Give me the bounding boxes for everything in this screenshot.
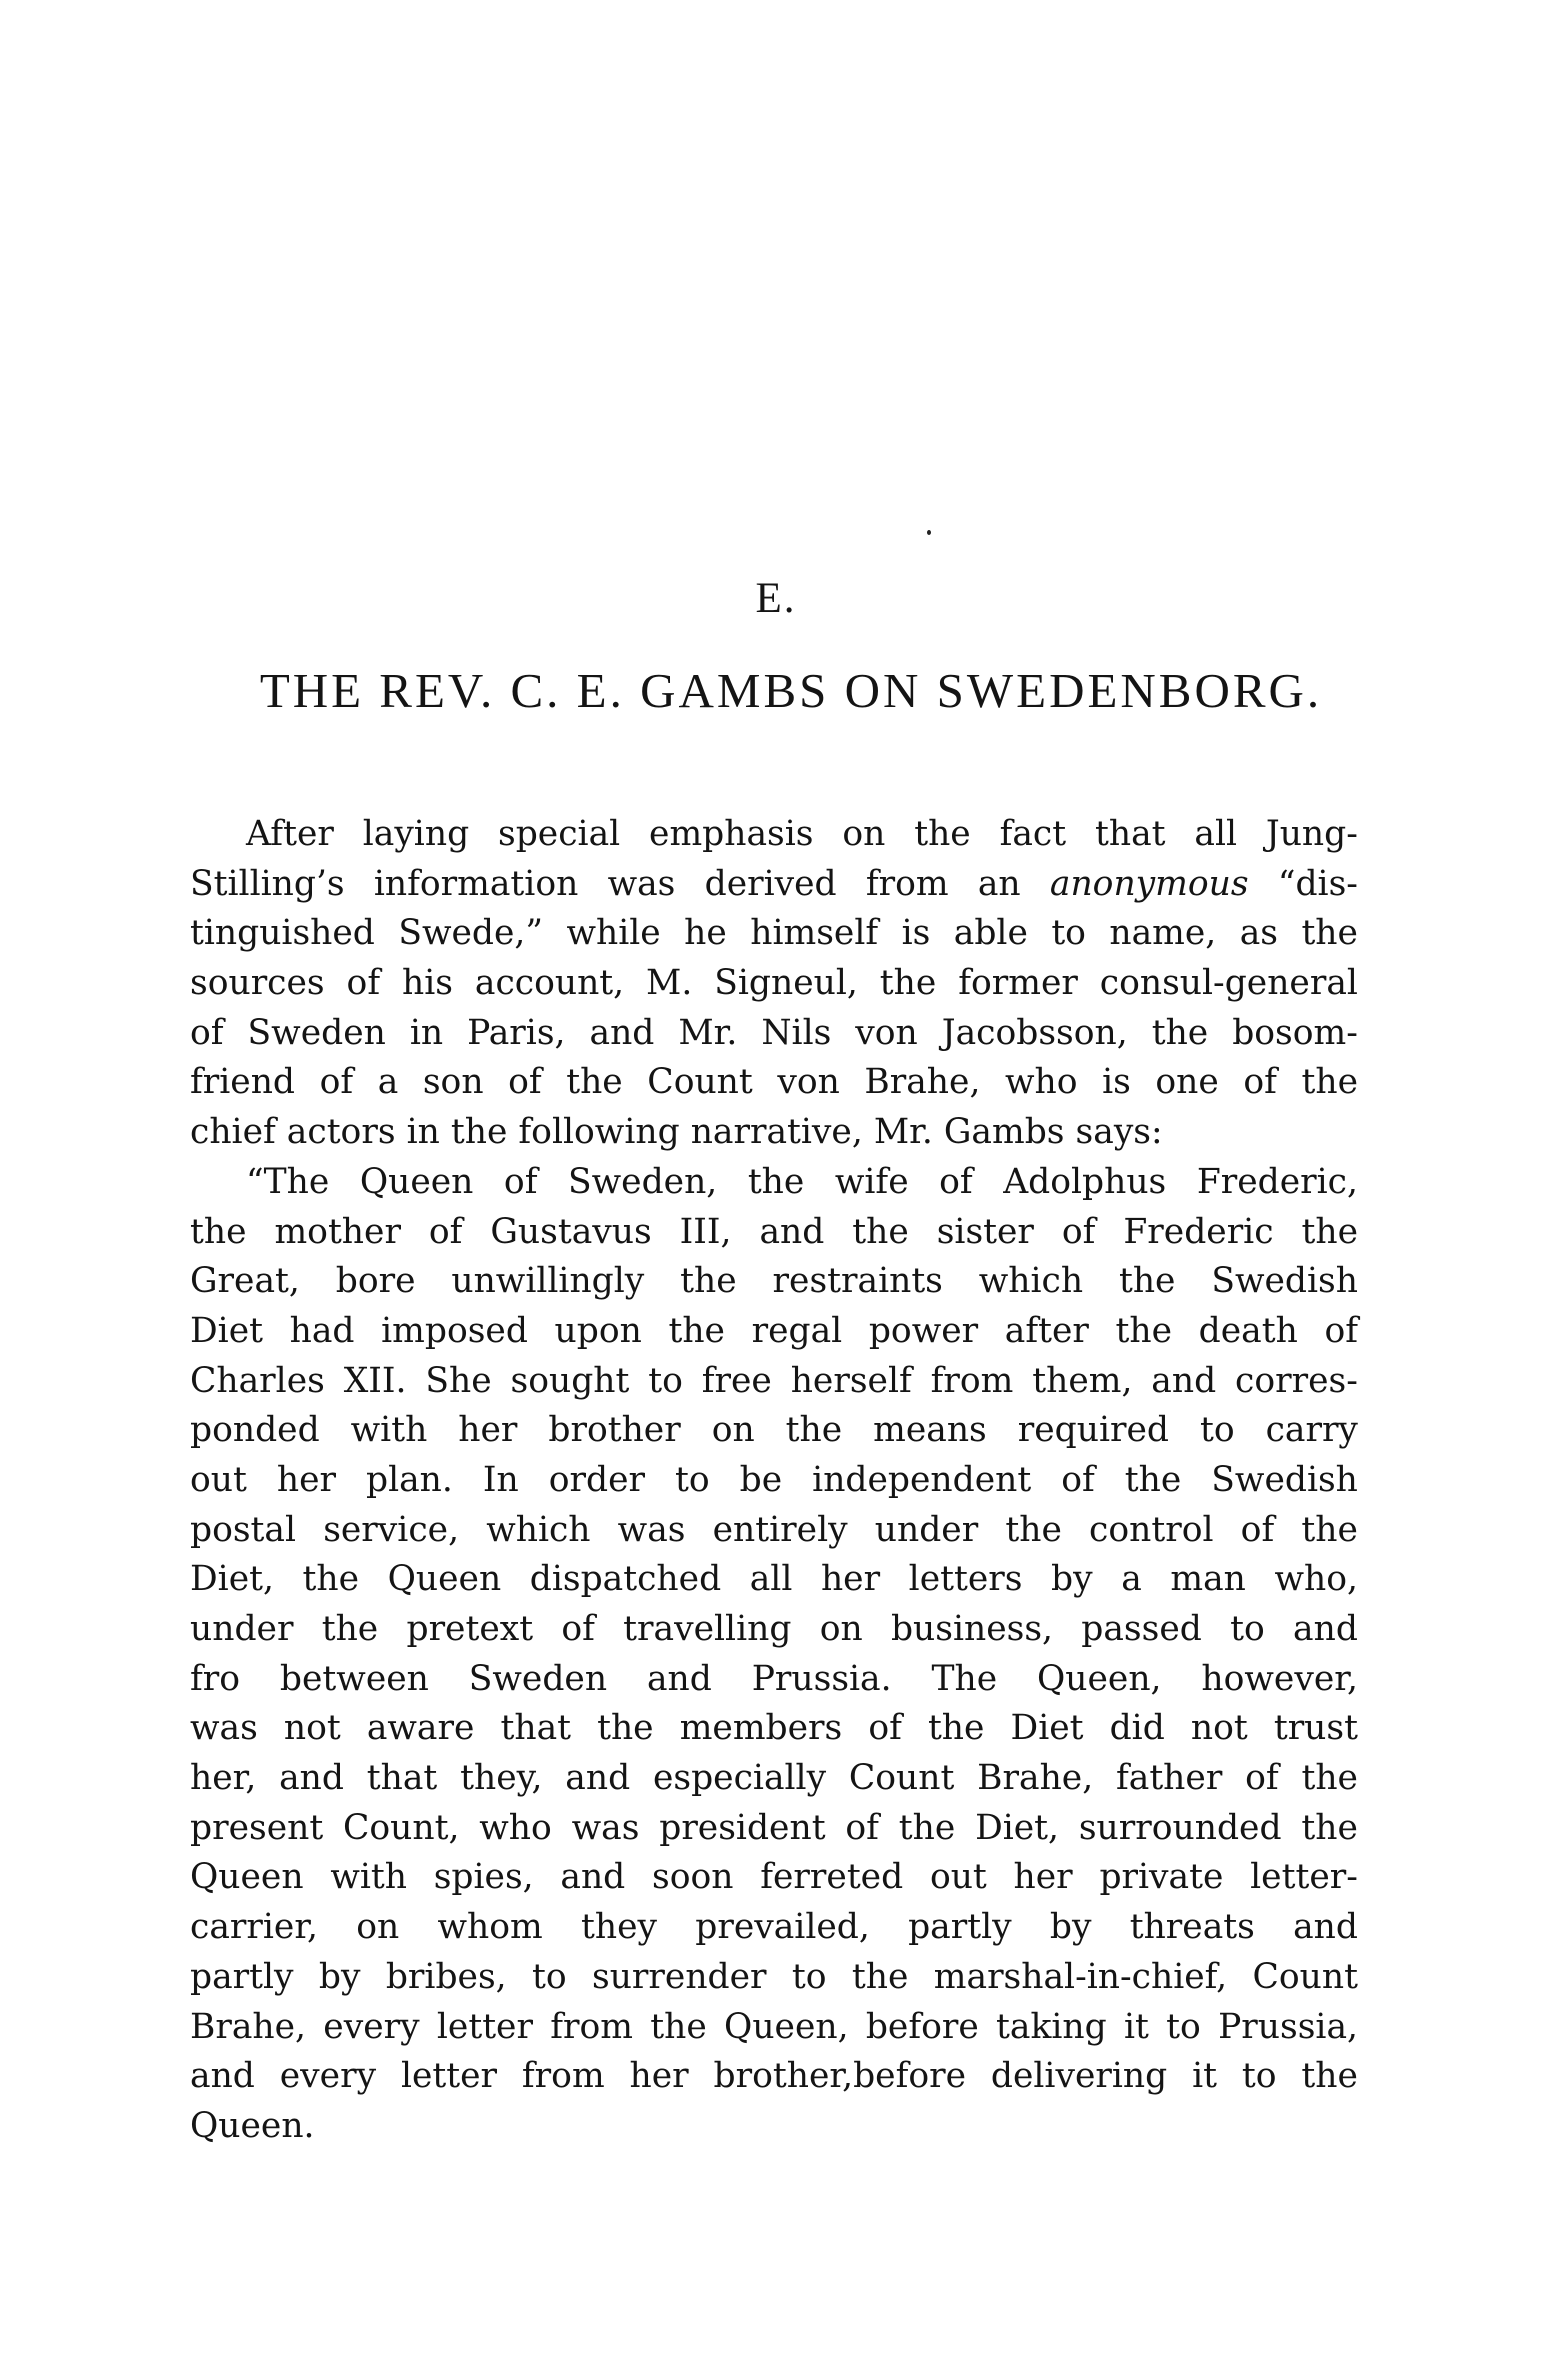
appendix-letter: E. <box>755 575 797 622</box>
text-line: “The Queen of Sweden, the wife of Adolphus Frederic, <box>246 1161 1358 1202</box>
text-line: present Count, who was president of the Diet, surrounded the <box>190 1807 1358 1848</box>
text-line: Brahe, every letter from the Queen, before taking it to Prussia, <box>190 2006 1358 2047</box>
text-line: carrier, on whom they prevailed, partly by threats and <box>190 1907 1358 1948</box>
text-line: sources of his account, M. Signeul, the former consul-general <box>190 963 1358 1004</box>
text-line: Charles XII. She sought to free herself from them, and corres- <box>190 1360 1358 1401</box>
text-line: the mother of Gustavus III, and the sister of Frederic the <box>190 1211 1358 1252</box>
text-line: was not aware that the members of the Diet did not trust <box>190 1708 1358 1749</box>
text-line: fro between Sweden and Prussia. The Queen, however, <box>190 1658 1358 1699</box>
text-line: under the pretext of travelling on business, passed to and <box>190 1609 1358 1649</box>
text-line: chief actors in the following narrative, Mr. Gambs says: <box>190 1112 1163 1153</box>
text-line: and every letter from her brother,before delivering it to the <box>190 2056 1358 2097</box>
text-line: friend of a son of the Count von Brahe, who is one of the <box>190 1062 1358 1103</box>
text-line: postal service, which was entirely under the control of the <box>190 1509 1358 1550</box>
text-line: Diet, the Queen dispatched all her letters by a man who, <box>190 1559 1358 1600</box>
text-line: ponded with her brother on the means required to carry <box>190 1410 1358 1451</box>
text-line: After laying special emphasis on the fact that all Jung- <box>246 814 1358 854</box>
text-line: out her plan. In order to be independent of the Swedish <box>190 1459 1358 1500</box>
section-title: THE REV. C. E. GAMBS ON SWEDENBORG. <box>259 663 1323 718</box>
text-line: Diet had imposed upon the regal power after the death of <box>190 1310 1358 1351</box>
text-line: her, and that they, and especially Count Brahe, father of the <box>190 1758 1358 1799</box>
text-line: Queen with spies, and soon ferreted out her private letter- <box>190 1857 1358 1898</box>
text-line: tinguished Swede,” while he himself is able to name, as the <box>190 913 1358 954</box>
text-line: of Sweden in Paris, and Mr. Nils von Jacobsson, the bosom- <box>190 1012 1358 1053</box>
text-line: partly by bribes, to surrender to the marshal-in-chief, Count <box>190 1956 1358 1997</box>
body-text <box>190 810 1358 2152</box>
text-line: Stilling’s information was derived from an anonymous “dis- <box>190 863 1358 904</box>
text-line: Queen. <box>190 2105 315 2146</box>
print-speck <box>927 530 931 535</box>
text-line: Great, bore unwillingly the restraints which the Swedish <box>190 1261 1358 1302</box>
